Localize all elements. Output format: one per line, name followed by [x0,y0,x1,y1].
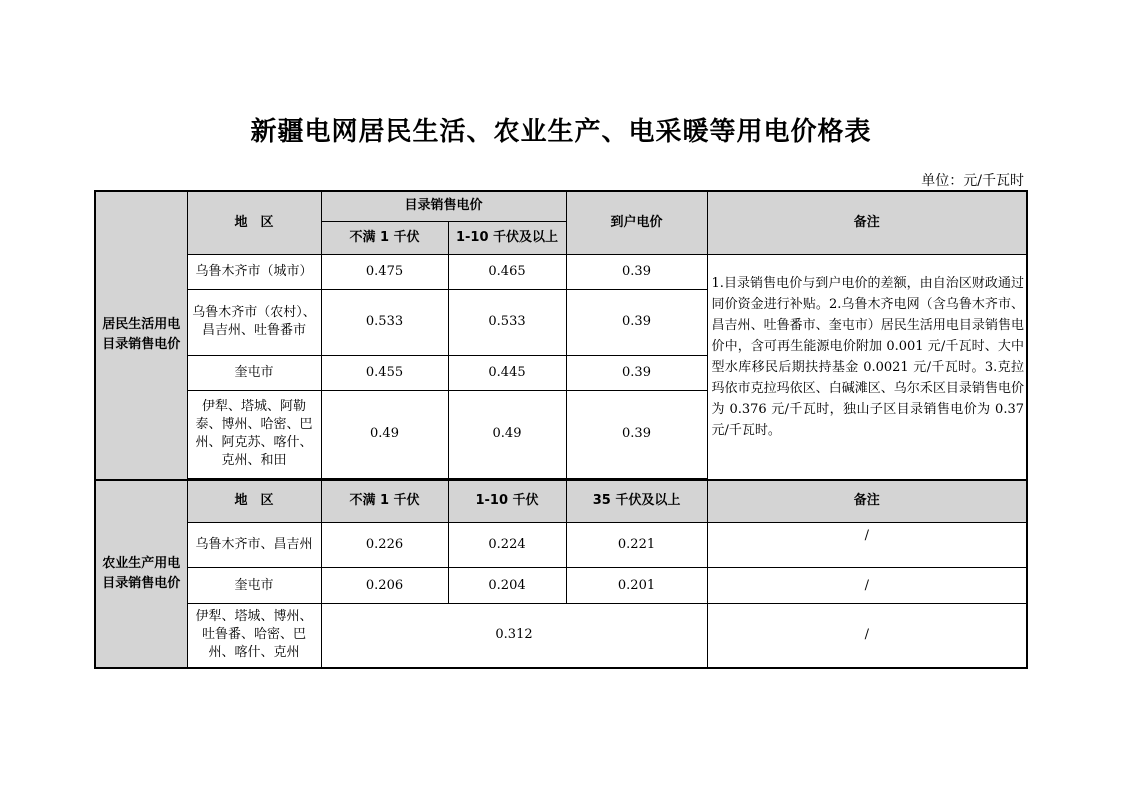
residential-under-1kv-header: 不满 1 千伏 [321,221,448,254]
residential-remark-header: 备注 [707,191,1027,254]
region-cell: 乌鲁木齐市（农村）、昌吉州、吐鲁番市 [187,289,321,355]
merged-price-cell: 0.312 [321,604,707,668]
delivered-price-header: 到户电价 [566,191,707,254]
price-cell: 0.224 [448,523,566,568]
region-cell: 奎屯市 [187,355,321,390]
price-cell: 0.204 [448,568,566,604]
price-cell: 0.533 [448,289,566,355]
catalog-price-header: 目录销售电价 [321,191,566,221]
price-cell: 0.465 [448,254,566,289]
price-cell: 0.206 [321,568,448,604]
remark-cell: / [707,523,1027,568]
residential-1-10kv-header: 1-10 千伏及以上 [448,221,566,254]
price-cell: 0.49 [448,390,566,478]
price-cell: 0.533 [321,289,448,355]
price-cell: 0.39 [566,289,707,355]
remark-cell: / [707,604,1027,668]
residential-remark-cell [707,254,1027,480]
agricultural-under-1kv-header: 不满 1 千伏 [321,480,448,523]
page-title: 新疆电网居民生活、农业生产、电采暖等用电价格表 [250,117,872,147]
table-row [95,568,1027,604]
table-row [95,254,1027,289]
agricultural-1-10kv-header: 1-10 千伏 [448,480,566,523]
price-table [94,190,1028,669]
agricultural-category-cell: 农业生产用电目录销售电价 [95,480,187,668]
price-cell: 0.39 [566,254,707,289]
table-row [95,523,1027,568]
residential-category-cell: 居民生活用电目录销售电价 [95,191,187,480]
region-cell: 伊犁、塔城、博州、吐鲁番、哈密、巴州、喀什、克州 [187,604,321,668]
region-cell: 乌鲁木齐市、昌吉州 [187,523,321,568]
price-cell: 0.445 [448,355,566,390]
remark-cell: / [707,568,1027,604]
agricultural-35kv-header: 35 千伏及以上 [566,480,707,523]
price-cell: 0.455 [321,355,448,390]
region-cell: 奎屯市 [187,568,321,604]
region-cell: 乌鲁木齐市（城市） [187,254,321,289]
agricultural-region-header: 地 区 [187,480,321,523]
table-row [95,604,1027,668]
price-cell: 0.226 [321,523,448,568]
residential-remark-text: 1.目录销售电价与到户电价的差额，由自治区财政通过同价资金进行补贴。2.乌鲁木齐电网（含乌鲁木齐市、昌吉州、吐鲁番市、奎屯市）居民生活用电目录销售电价中，含可再生能源电价附加 0.001 元/千瓦时、大中型水库移民后期扶持基金 0.0021 元/千瓦时。3.克拉玛依市克拉玛依区、白碱滩区、乌尔禾区目录销售电价为 0.376 元/千瓦时，独山子区目录销售电价为 0.37 元/千瓦时。 [711,275,1025,438]
price-cell: 0.201 [566,568,707,604]
price-cell: 0.39 [566,355,707,390]
region-cell: 伊犁、塔城、阿勒泰、博州、哈密、巴州、阿克苏、喀什、克州、和田 [187,390,321,478]
unit-label: 单位：元/千瓦时 [921,173,1024,189]
price-cell: 0.221 [566,523,707,568]
price-cell: 0.39 [566,390,707,478]
agricultural-remark-header: 备注 [707,480,1027,523]
residential-region-header: 地 区 [187,191,321,254]
price-cell: 0.475 [321,254,448,289]
price-cell: 0.49 [321,390,448,478]
